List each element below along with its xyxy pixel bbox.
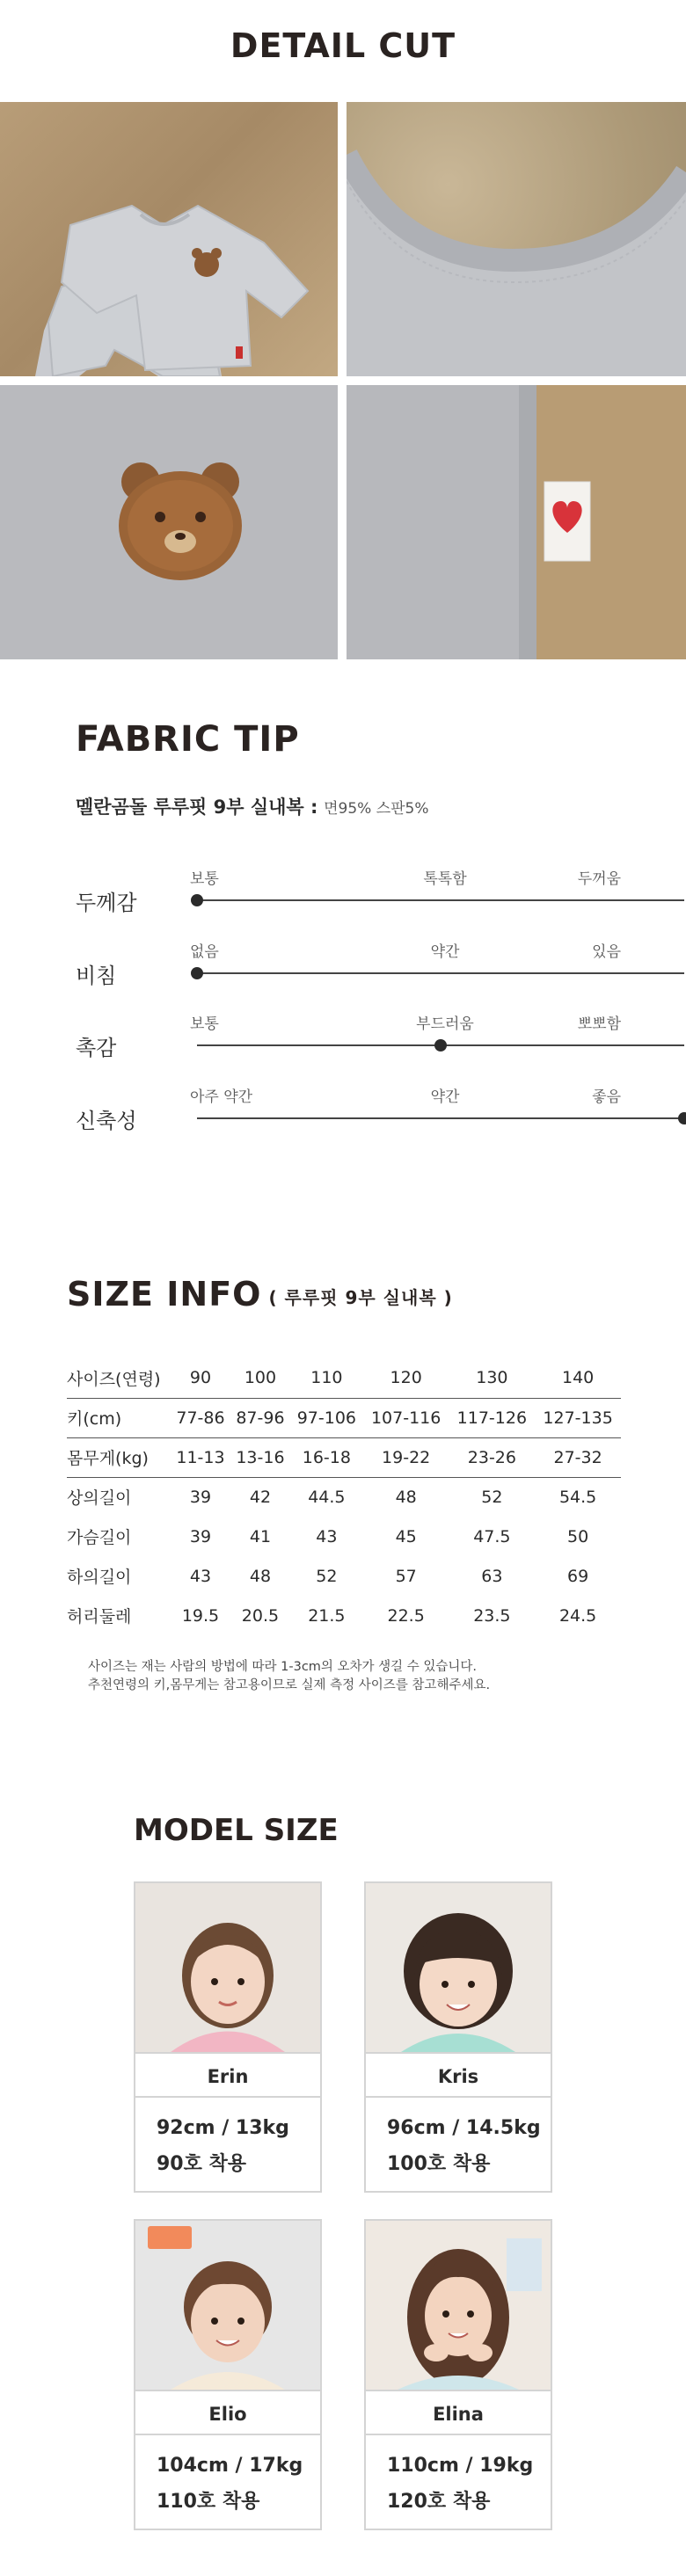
size-cell: 47.5 (473, 1526, 511, 1546)
model-stats: 110cm / 19kg (387, 2455, 534, 2477)
table-row (67, 1477, 621, 1517)
bear-patch-illustration (0, 385, 338, 659)
size-cell: 20.5 (241, 1605, 280, 1626)
size-header-cell: 140 (535, 1358, 621, 1398)
size-cell: 39 (189, 1526, 212, 1546)
size-row-label: 하의길이 (67, 1568, 132, 1587)
scale-option-middle: 톡톡함 (423, 870, 467, 888)
size-row-label: 몸무게(kg) (67, 1437, 171, 1477)
size-cell: 52 (481, 1487, 503, 1507)
scale-label: 촉감 (76, 1036, 117, 1060)
model-photo (366, 2221, 551, 2390)
size-cell: 39 (189, 1487, 212, 1507)
size-cell: 45 (395, 1526, 417, 1546)
size-cell: 69 (567, 1566, 589, 1586)
model-card-elio (134, 2219, 322, 2530)
model-photo (135, 2221, 320, 2390)
detail-cut-title: DETAIL CUT (230, 26, 456, 65)
table-row (67, 1517, 621, 1556)
scale-label: 비침 (76, 964, 117, 988)
size-cell: 54.5 (558, 1487, 597, 1507)
neckline-closeup-photo (347, 102, 686, 376)
table-row (67, 1398, 621, 1437)
size-row-label: 키(cm) (67, 1398, 171, 1437)
size-cell: 48 (249, 1566, 272, 1586)
model-card-elina (364, 2219, 552, 2530)
scale-marker (678, 1112, 686, 1124)
scale-elasticity (76, 1084, 621, 1146)
size-cell: 44.5 (308, 1487, 346, 1507)
size-cell: 43 (316, 1526, 338, 1546)
size-cell: 107-116 (363, 1398, 449, 1437)
size-table (67, 1358, 621, 1635)
fabric-product-line (76, 793, 429, 819)
model-name: Erin (135, 2052, 320, 2098)
model-portrait (135, 1883, 320, 2052)
size-cell: 57 (395, 1566, 417, 1586)
size-cell: 42 (249, 1487, 272, 1507)
model-stats: 96cm / 14.5kg (387, 2117, 541, 2139)
size-header-cell: 사이즈(연령) (67, 1358, 171, 1398)
fabric-product-name: 멜란곰돌 루루핏 9부 실내복 : (76, 797, 318, 818)
size-cell: 50 (567, 1526, 589, 1546)
scale-option-middle: 부드러움 (416, 1015, 474, 1033)
table-row (67, 1556, 621, 1596)
scale-option-left: 아주 약간 (190, 1088, 253, 1106)
scale-option-right: 좋음 (592, 1088, 621, 1106)
model-fit: 110호 착용 (157, 2491, 260, 2513)
size-cell: 48 (395, 1487, 417, 1507)
size-cell: 22.5 (387, 1605, 425, 1626)
model-photo (366, 1883, 551, 2052)
size-cell: 19.5 (181, 1605, 220, 1626)
size-cell: 11-13 (171, 1437, 230, 1477)
size-cell: 77-86 (171, 1398, 230, 1437)
size-cell: 41 (249, 1526, 272, 1546)
size-note-line: 사이즈는 재는 사람의 방법에 따라 1-3cm의 오차가 생길 수 있습니다. (88, 1660, 478, 1674)
table-row (67, 1596, 621, 1635)
model-portrait (366, 1883, 551, 2052)
model-name: Kris (366, 2052, 551, 2098)
size-cell: 52 (316, 1566, 338, 1586)
model-photo (135, 1883, 320, 2052)
scale-marker (191, 967, 203, 979)
neckline-illustration (347, 102, 686, 376)
size-info-heading: SIZE INFO (67, 1275, 262, 1313)
size-cell: 117-126 (449, 1398, 536, 1437)
scale-track (197, 899, 684, 901)
scale-option-right: 있음 (592, 943, 621, 961)
size-info-title (67, 1275, 453, 1313)
size-note-line: 추천연령의 키,몸무게는 참고용이므로 실제 측정 사이즈를 참고해주세요. (88, 1678, 491, 1692)
size-row-label: 가슴길이 (67, 1528, 132, 1547)
size-cell: 16-18 (290, 1437, 363, 1477)
size-cell: 13-16 (230, 1437, 290, 1477)
size-cell: 21.5 (308, 1605, 346, 1626)
scale-option-right: 두꺼움 (577, 870, 621, 888)
size-cell: 43 (189, 1566, 212, 1586)
table-row (67, 1437, 621, 1477)
size-header-cell: 100 (230, 1358, 290, 1398)
model-stats: 92cm / 13kg (157, 2117, 289, 2139)
size-cell: 127-135 (535, 1398, 621, 1437)
size-header-cell: 130 (449, 1358, 536, 1398)
model-name: Elio (135, 2390, 320, 2435)
model-portrait (366, 2221, 551, 2390)
size-info-subtitle: ( 루루핏 9부 실내복 ) (268, 1287, 453, 1308)
size-cell: 23.5 (473, 1605, 511, 1626)
label-tag-illustration (347, 385, 686, 659)
size-cell: 87-96 (230, 1398, 290, 1437)
outfit-illustration (0, 102, 338, 376)
model-name: Elina (366, 2390, 551, 2435)
size-cell: 24.5 (558, 1605, 597, 1626)
size-header-cell: 90 (171, 1358, 230, 1398)
model-fit: 120호 착용 (387, 2491, 491, 2513)
size-cell: 23-26 (449, 1437, 536, 1477)
scale-sheerness (76, 939, 621, 1001)
size-row-label: 상의길이 (67, 1488, 132, 1509)
outfit-flatlay-photo (0, 102, 338, 376)
scale-option-middle: 약간 (430, 1088, 460, 1106)
size-header-cell: 110 (290, 1358, 363, 1398)
scale-track (197, 1117, 684, 1119)
scale-marker (191, 894, 203, 906)
size-row-label: 허리둘레 (67, 1607, 132, 1626)
size-cell: 97-106 (290, 1398, 363, 1437)
size-cell: 27-32 (535, 1437, 621, 1477)
bear-patch-closeup-photo (0, 385, 338, 659)
model-fit: 90호 착용 (157, 2153, 247, 2175)
size-table-header (67, 1358, 621, 1398)
size-header-cell: 120 (363, 1358, 449, 1398)
scale-label: 두께감 (76, 891, 137, 915)
scale-track (197, 972, 684, 974)
scale-option-right: 뽀뽀함 (577, 1015, 621, 1033)
size-cell: 19-22 (363, 1437, 449, 1477)
model-card-kris (364, 1881, 552, 2193)
model-fit: 100호 착용 (387, 2153, 491, 2175)
model-card-erin (134, 1881, 322, 2193)
model-portrait (135, 2221, 320, 2390)
model-size-title: MODEL SIZE (134, 1813, 339, 1848)
scale-label: 신축성 (76, 1109, 137, 1133)
scale-thickness (76, 866, 621, 928)
scale-option-left: 보통 (190, 1015, 219, 1033)
label-tag-closeup-photo (347, 385, 686, 659)
fabric-composition: 면95% 스판5% (324, 800, 429, 818)
size-note (88, 1658, 490, 1695)
model-stats: 104cm / 17kg (157, 2455, 303, 2477)
scale-option-left: 보통 (190, 870, 219, 888)
scale-option-middle: 약간 (430, 943, 460, 961)
scale-texture (76, 1011, 621, 1073)
fabric-tip-title: FABRIC TIP (76, 719, 300, 760)
scale-marker (434, 1039, 447, 1052)
scale-option-left: 없음 (190, 943, 219, 961)
size-cell: 63 (481, 1566, 503, 1586)
